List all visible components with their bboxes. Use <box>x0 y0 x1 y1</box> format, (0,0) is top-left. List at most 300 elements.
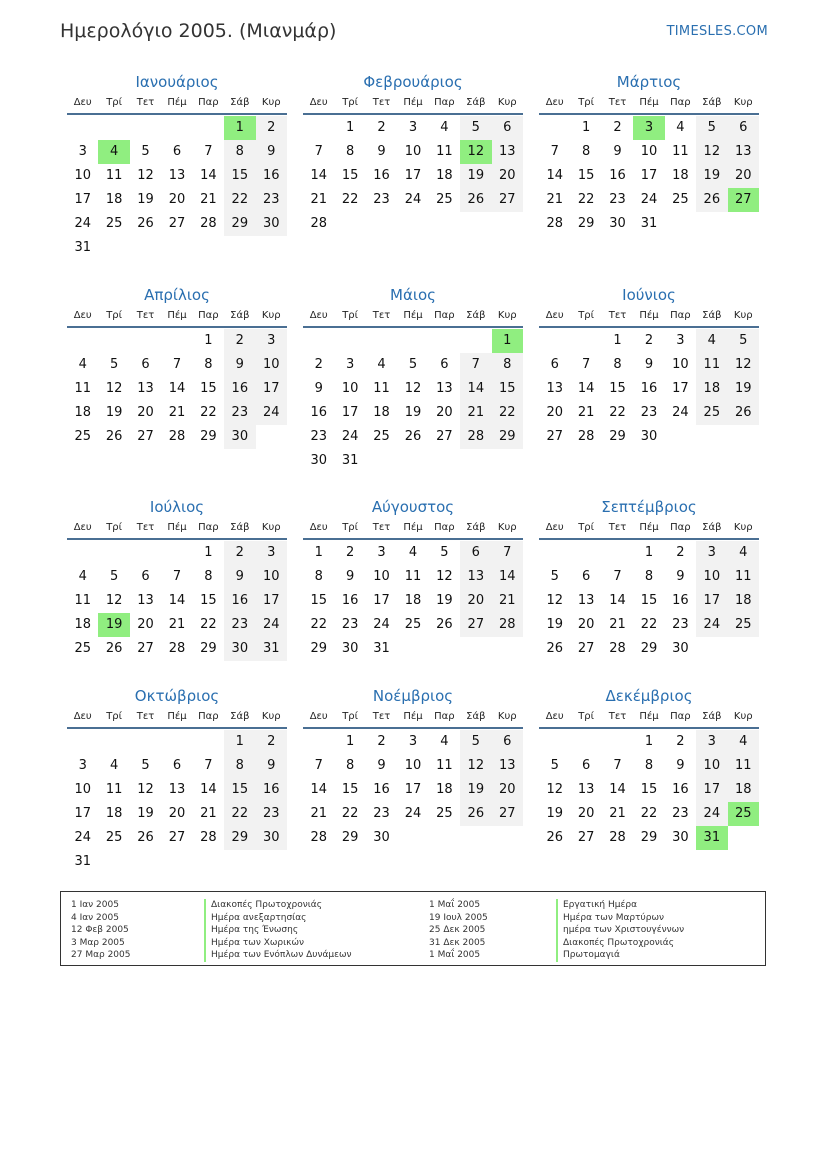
days-grid <box>67 541 287 661</box>
day-cell: 2 <box>613 120 622 135</box>
day-cell: 1 <box>644 734 654 749</box>
days-grid <box>303 730 523 850</box>
day-cell: 26 <box>105 641 123 656</box>
weekday-label: Κυρ <box>497 310 517 321</box>
day-cell: 7 <box>613 569 622 584</box>
day-cell: 13 <box>546 381 563 396</box>
day-cell: 18 <box>672 168 689 183</box>
day-cell: 13 <box>728 140 759 164</box>
weekday-label: Τετ <box>372 522 391 533</box>
day-cell: 19 <box>460 778 491 802</box>
day-cell: 17 <box>404 168 422 183</box>
day-cell: 14 <box>200 168 217 183</box>
day-cell: 1 <box>345 734 355 749</box>
day-cell: 12 <box>546 782 563 797</box>
day-cell: 23 <box>310 429 327 444</box>
weekday-label: Παρ <box>670 711 691 722</box>
day-cell: 26 <box>137 830 154 845</box>
day-cell: 23 <box>224 401 255 425</box>
empty-cell <box>67 730 98 754</box>
day-cell: 1 <box>224 730 255 754</box>
weekday-label: Σάβ <box>230 522 250 533</box>
day-cell: 3 <box>633 116 664 140</box>
day-cell: 5 <box>141 144 150 159</box>
day-cell: 21 <box>310 806 327 821</box>
days-grid <box>539 541 759 661</box>
day-cell: 11 <box>404 569 422 584</box>
holiday-name: Ημέρα των Μαρτύρων <box>556 912 684 925</box>
day-cell: 4 <box>98 140 129 164</box>
day-cell: 29 <box>310 641 327 656</box>
day-cell: 4 <box>78 357 87 372</box>
empty-cell <box>67 329 98 353</box>
day-cell: 4 <box>728 541 759 565</box>
weekday-label: Δευ <box>545 522 564 533</box>
day-cell: 5 <box>550 569 559 584</box>
weekday-header <box>539 95 759 115</box>
day-cell: 27 <box>137 429 154 444</box>
empty-cell <box>193 730 224 754</box>
day-cell: 10 <box>256 565 287 589</box>
day-cell: 3 <box>377 545 386 560</box>
weekday-header <box>303 520 523 540</box>
day-cell: 24 <box>256 613 287 637</box>
month-block <box>303 285 523 473</box>
day-cell: 2 <box>377 734 386 749</box>
day-cell: 20 <box>168 806 186 821</box>
day-cell: 1 <box>314 545 323 560</box>
weekday-header <box>303 95 523 115</box>
weekday-label: Σάβ <box>466 310 486 321</box>
day-cell: 17 <box>256 589 287 613</box>
day-cell: 26 <box>460 188 491 212</box>
day-cell: 23 <box>672 806 689 821</box>
day-cell: 12 <box>137 168 154 183</box>
day-cell: 5 <box>550 758 559 773</box>
day-cell: 9 <box>345 569 355 584</box>
weekday-label: Δευ <box>73 310 92 321</box>
weekday-label: Κυρ <box>497 522 517 533</box>
weekday-label: Κυρ <box>261 711 281 722</box>
day-cell: 4 <box>728 730 759 754</box>
weekday-label: Σάβ <box>466 522 486 533</box>
day-cell: 30 <box>310 453 327 468</box>
day-cell: 6 <box>492 116 523 140</box>
day-cell: 27 <box>137 641 154 656</box>
day-cell: 11 <box>728 754 759 778</box>
day-cell: 30 <box>672 830 689 845</box>
day-cell: 27 <box>577 641 595 656</box>
day-cell: 6 <box>440 357 449 372</box>
weekday-label: Παρ <box>434 711 455 722</box>
day-cell: 5 <box>141 758 150 773</box>
empty-cell <box>334 329 365 353</box>
day-cell: 2 <box>314 357 323 372</box>
day-cell: 11 <box>696 353 727 377</box>
weekday-label: Πέμ <box>639 711 659 722</box>
weekday-header <box>539 308 759 328</box>
day-cell: 21 <box>577 405 595 420</box>
day-cell: 15 <box>341 782 359 797</box>
day-cell: 26 <box>546 641 563 656</box>
weekday-label: Παρ <box>198 310 219 321</box>
day-cell: 21 <box>168 617 186 632</box>
day-cell: 14 <box>609 782 626 797</box>
day-cell: 31 <box>74 240 91 255</box>
day-cell: 7 <box>172 357 182 372</box>
weekday-header <box>303 709 523 729</box>
day-cell: 23 <box>341 617 359 632</box>
day-cell: 8 <box>224 754 255 778</box>
weekday-label: Τρί <box>342 310 359 321</box>
holiday-date: 25 Δεκ 2005 <box>429 925 486 936</box>
weekday-label: Δευ <box>309 310 328 321</box>
day-cell: 13 <box>168 782 186 797</box>
day-cell: 8 <box>345 144 355 159</box>
day-cell: 9 <box>256 140 287 164</box>
day-cell: 30 <box>224 425 255 449</box>
weekday-label: Σάβ <box>702 97 722 108</box>
weekday-label: Πέμ <box>167 97 187 108</box>
days-grid <box>303 541 523 661</box>
day-cell: 3 <box>408 120 418 135</box>
weekday-label: Παρ <box>198 711 219 722</box>
day-cell: 30 <box>256 826 287 850</box>
weekday-label: Παρ <box>434 522 455 533</box>
weekday-label: Σάβ <box>702 711 722 722</box>
day-cell: 27 <box>436 429 453 444</box>
day-cell: 27 <box>460 613 491 637</box>
weekday-label: Πέμ <box>403 711 423 722</box>
day-cell: 31 <box>256 637 287 661</box>
empty-cell <box>303 730 334 754</box>
empty-cell <box>570 329 601 353</box>
weekday-label: Σάβ <box>702 522 722 533</box>
day-cell: 2 <box>644 333 654 348</box>
day-cell: 26 <box>728 401 759 425</box>
day-cell: 29 <box>224 826 255 850</box>
day-cell: 31 <box>373 641 390 656</box>
weekday-label: Πέμ <box>403 97 423 108</box>
weekday-label: Δευ <box>545 711 564 722</box>
day-cell: 28 <box>168 641 186 656</box>
day-cell: 13 <box>168 168 186 183</box>
weekday-label: Τετ <box>136 97 155 108</box>
weekday-label: Τρί <box>106 522 123 533</box>
weekday-label: Τετ <box>136 711 155 722</box>
day-cell: 3 <box>676 333 685 348</box>
day-cell: 20 <box>546 405 563 420</box>
day-cell: 3 <box>696 541 727 565</box>
day-cell: 7 <box>204 144 213 159</box>
day-cell: 6 <box>460 541 491 565</box>
weekday-header <box>67 709 287 729</box>
weekday-label: Κυρ <box>733 97 753 108</box>
day-cell: 18 <box>373 405 390 420</box>
day-cell: 12 <box>105 593 123 608</box>
day-cell: 23 <box>640 405 658 420</box>
day-cell: 3 <box>78 144 87 159</box>
day-cell: 15 <box>224 778 255 802</box>
day-cell: 15 <box>224 164 255 188</box>
day-cell: 19 <box>137 192 154 207</box>
day-cell: 27 <box>577 830 595 845</box>
day-cell: 24 <box>256 401 287 425</box>
day-cell: 20 <box>436 405 453 420</box>
day-cell: 21 <box>546 192 563 207</box>
empty-cell <box>161 730 192 754</box>
day-cell: 10 <box>640 144 658 159</box>
month-name: Νοέμβριος <box>372 687 454 705</box>
day-cell: 5 <box>460 116 491 140</box>
empty-cell <box>570 541 601 565</box>
day-cell: 12 <box>436 569 453 584</box>
holiday-date: 4 Ιαν 2005 <box>71 912 119 923</box>
day-cell: 12 <box>404 381 422 396</box>
day-cell: 18 <box>105 806 123 821</box>
month-name: Οκτώβριος <box>134 687 220 705</box>
day-cell: 19 <box>728 377 759 401</box>
empty-cell <box>130 116 161 140</box>
day-cell: 7 <box>314 758 323 773</box>
day-cell: 1 <box>492 329 523 353</box>
holiday-date: 3 Μαρ 2005 <box>71 937 125 948</box>
day-cell: 2 <box>676 734 685 749</box>
day-cell: 4 <box>440 120 449 135</box>
weekday-label: Τετ <box>136 310 155 321</box>
day-cell: 22 <box>224 802 255 826</box>
day-cell: 30 <box>256 212 287 236</box>
empty-cell <box>98 730 129 754</box>
holiday-dates-col-1 <box>71 899 131 962</box>
day-cell: 22 <box>341 192 359 207</box>
day-cell: 4 <box>377 357 386 372</box>
day-cell: 8 <box>204 357 213 372</box>
weekday-label: Σάβ <box>466 97 486 108</box>
day-cell: 21 <box>609 617 626 632</box>
day-cell: 13 <box>436 381 453 396</box>
weekday-label: Παρ <box>434 310 455 321</box>
day-cell: 20 <box>460 589 491 613</box>
weekday-label: Τετ <box>608 97 627 108</box>
day-cell: 13 <box>492 140 523 164</box>
day-cell: 6 <box>172 758 182 773</box>
day-cell: 18 <box>436 168 453 183</box>
day-cell: 3 <box>408 734 418 749</box>
weekday-label: Τρί <box>342 522 359 533</box>
holiday-names-col-1 <box>204 899 352 962</box>
empty-cell <box>539 730 570 754</box>
weekday-header <box>67 520 287 540</box>
page-title: Ημερολόγιο 2005. (Μιανμάρ) <box>60 20 337 42</box>
day-cell: 15 <box>640 593 658 608</box>
day-cell: 30 <box>609 216 626 231</box>
month-name: Απρίλιος <box>144 286 210 304</box>
days-grid <box>67 116 287 260</box>
day-cell: 6 <box>728 116 759 140</box>
day-cell: 10 <box>341 381 359 396</box>
month-block <box>303 686 523 850</box>
empty-cell <box>67 116 98 140</box>
day-cell: 25 <box>696 401 727 425</box>
holiday-name: Πρωτομαγιά <box>556 949 684 962</box>
weekday-label: Παρ <box>434 97 455 108</box>
day-cell: 8 <box>581 144 591 159</box>
empty-cell <box>303 116 334 140</box>
day-cell: 23 <box>609 192 626 207</box>
weekday-label: Τρί <box>578 711 595 722</box>
day-cell: 10 <box>373 569 390 584</box>
weekday-label: Τρί <box>578 310 595 321</box>
empty-cell <box>539 116 570 140</box>
day-cell: 11 <box>672 144 689 159</box>
empty-cell <box>570 730 601 754</box>
day-cell: 24 <box>74 830 91 845</box>
day-cell: 20 <box>577 617 595 632</box>
month-block <box>67 72 287 260</box>
day-cell: 19 <box>546 806 563 821</box>
day-cell: 8 <box>492 353 523 377</box>
day-cell: 26 <box>436 617 453 632</box>
weekday-label: Πέμ <box>639 522 659 533</box>
day-cell: 29 <box>200 429 217 444</box>
holiday-date: 27 Μαρ 2005 <box>71 950 131 961</box>
empty-cell <box>130 730 161 754</box>
days-grid <box>67 329 287 449</box>
day-cell: 16 <box>672 593 689 608</box>
site-link[interactable]: TIMESLES.COM <box>666 24 768 39</box>
day-cell: 26 <box>546 830 563 845</box>
day-cell: 26 <box>137 216 154 231</box>
holiday-date: 31 Δεκ 2005 <box>429 937 486 948</box>
day-cell: 20 <box>492 778 523 802</box>
month-name: Φεβρουάριος <box>363 73 463 91</box>
day-cell: 2 <box>256 730 287 754</box>
day-cell: 17 <box>256 377 287 401</box>
days-grid <box>67 730 287 874</box>
day-cell: 1 <box>204 545 213 560</box>
empty-cell <box>397 329 428 353</box>
day-cell: 11 <box>105 168 123 183</box>
day-cell: 31 <box>341 453 359 468</box>
day-cell: 12 <box>696 140 727 164</box>
weekday-label: Παρ <box>670 97 691 108</box>
month-block <box>539 497 759 661</box>
day-cell: 9 <box>613 144 622 159</box>
weekday-label: Δευ <box>545 310 564 321</box>
weekday-label: Τρί <box>578 522 595 533</box>
weekday-header <box>67 95 287 115</box>
day-cell: 7 <box>460 353 491 377</box>
day-cell: 24 <box>74 216 91 231</box>
day-cell: 1 <box>204 333 213 348</box>
day-cell: 18 <box>404 593 422 608</box>
day-cell: 4 <box>676 120 685 135</box>
holiday-name: Ημέρα των Χωρικών <box>204 937 352 950</box>
day-cell: 28 <box>492 613 523 637</box>
day-cell: 15 <box>200 593 217 608</box>
day-cell: 20 <box>492 164 523 188</box>
day-cell: 22 <box>492 401 523 425</box>
day-cell: 23 <box>224 613 255 637</box>
day-cell: 29 <box>577 216 595 231</box>
day-cell: 6 <box>172 144 182 159</box>
day-cell: 14 <box>200 782 217 797</box>
day-cell: 15 <box>640 782 658 797</box>
weekday-header <box>67 308 287 328</box>
day-cell: 30 <box>224 637 255 661</box>
day-cell: 15 <box>200 381 217 396</box>
day-cell: 7 <box>172 569 182 584</box>
day-cell: 28 <box>310 830 327 845</box>
day-cell: 15 <box>341 168 359 183</box>
day-cell: 5 <box>109 569 119 584</box>
day-cell: 6 <box>141 357 150 372</box>
day-cell: 25 <box>373 429 390 444</box>
weekday-label: Κυρ <box>497 97 517 108</box>
day-cell: 18 <box>74 405 91 420</box>
month-name: Μάιος <box>390 286 436 304</box>
weekday-label: Τετ <box>372 711 391 722</box>
day-cell: 4 <box>408 545 418 560</box>
holiday-name: Ημέρα της Ένωσης <box>204 924 352 937</box>
day-cell: 11 <box>74 593 91 608</box>
day-cell: 10 <box>672 357 689 372</box>
day-cell: 31 <box>696 826 727 850</box>
day-cell: 18 <box>696 377 727 401</box>
day-cell: 25 <box>436 192 453 207</box>
weekday-label: Πέμ <box>167 711 187 722</box>
day-cell: 3 <box>256 329 287 353</box>
month-block <box>539 686 759 850</box>
empty-cell <box>602 730 633 754</box>
day-cell: 21 <box>310 192 327 207</box>
day-cell: 8 <box>314 569 323 584</box>
weekday-header <box>539 520 759 540</box>
holiday-name: Ημέρα ανεξαρτησίας <box>204 912 352 925</box>
weekday-label: Τρί <box>106 310 123 321</box>
weekday-label: Δευ <box>73 97 92 108</box>
day-cell: 21 <box>492 589 523 613</box>
day-cell: 28 <box>200 216 217 231</box>
day-cell: 24 <box>341 429 359 444</box>
day-cell: 25 <box>728 613 759 637</box>
day-cell: 9 <box>644 357 654 372</box>
day-cell: 12 <box>460 754 491 778</box>
day-cell: 1 <box>581 120 591 135</box>
weekday-label: Δευ <box>73 711 92 722</box>
day-cell: 1 <box>613 333 622 348</box>
holiday-name: Διακοπές Πρωτοχρονιάς <box>556 937 684 950</box>
day-cell: 1 <box>345 120 355 135</box>
weekday-label: Δευ <box>309 97 328 108</box>
day-cell: 27 <box>492 188 523 212</box>
day-cell: 18 <box>728 778 759 802</box>
day-cell: 16 <box>224 377 255 401</box>
empty-cell <box>67 541 98 565</box>
day-cell: 5 <box>696 116 727 140</box>
day-cell: 10 <box>696 754 727 778</box>
day-cell: 19 <box>460 164 491 188</box>
day-cell: 28 <box>609 641 626 656</box>
day-cell: 14 <box>492 565 523 589</box>
empty-cell <box>429 329 460 353</box>
day-cell: 24 <box>373 617 390 632</box>
day-cell: 13 <box>577 593 595 608</box>
day-cell: 27 <box>168 216 186 231</box>
day-cell: 22 <box>640 806 658 821</box>
day-cell: 29 <box>224 212 255 236</box>
